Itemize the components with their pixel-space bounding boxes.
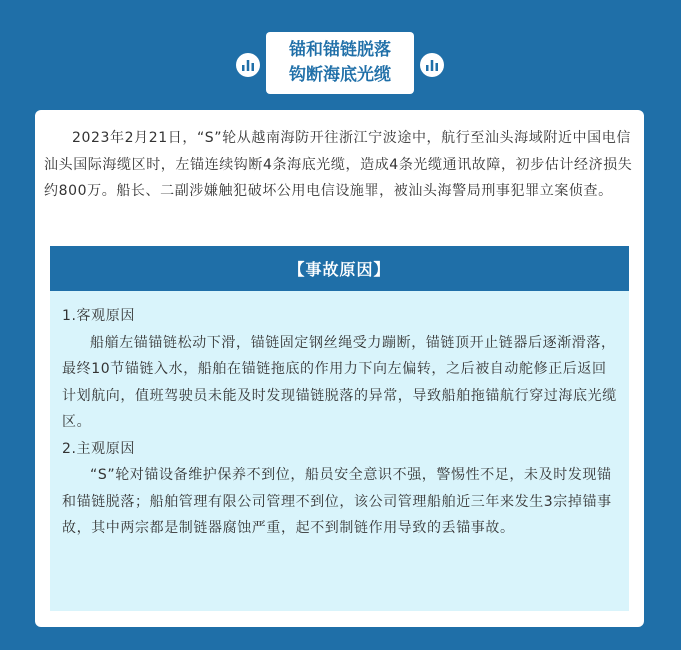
objective-cause-title: 1.客观原因 bbox=[62, 308, 135, 324]
page-title bbox=[266, 32, 414, 94]
bar-chart-icon bbox=[236, 53, 260, 77]
subjective-cause-text: “S”轮对锚设备维护保养不到位，船员安全意识不强，警惕性不足，未及时发现锚和锚链脱落；船舶管理有限公司管理不到位，该公司管理船舶近三年来发生3宗掉锚事故，其中两宗都是制链器腐蚀严重，起不到制链作用导致的丢锚事故。 bbox=[62, 467, 612, 536]
accident-cause-panel bbox=[50, 291, 629, 611]
title-line-2: 钩断海底光缆 bbox=[289, 65, 391, 85]
subjective-cause-title: 2.主观原因 bbox=[62, 440, 135, 457]
bar-chart-icon bbox=[420, 53, 444, 77]
section-header: 【事故原因】 bbox=[50, 246, 629, 291]
objective-cause-text: 船艏左锚锚链松动下滑，锚链固定钢丝绳受力蹦断，锚链顶开止链器后逐渐滑落，最终10节锚链入水，船舶在锚链拖底的作用力下向左偏转，之后被自动舵修正后返回计划航向，值班驾驶员未能及时发现锚链脱落的异常，导致船舶拖锚航行穿过海底光缆区。 bbox=[62, 334, 617, 430]
title-line-1: 锚和锚链脱落 bbox=[289, 40, 391, 60]
intro-paragraph: 2023年2月21日，“S”轮从越南海防开往浙江宁波途中，航行至汕头海域附近中国电信汕头国际海缆区时，左锚连续钩断4条海底光缆，造成4条光缆通讯故障，初步估计经济损失约800万。船长、二副涉嫌触犯破坏公用电信设施罪，被汕头海警局刑事犯罪立案侦查。 bbox=[44, 130, 633, 199]
